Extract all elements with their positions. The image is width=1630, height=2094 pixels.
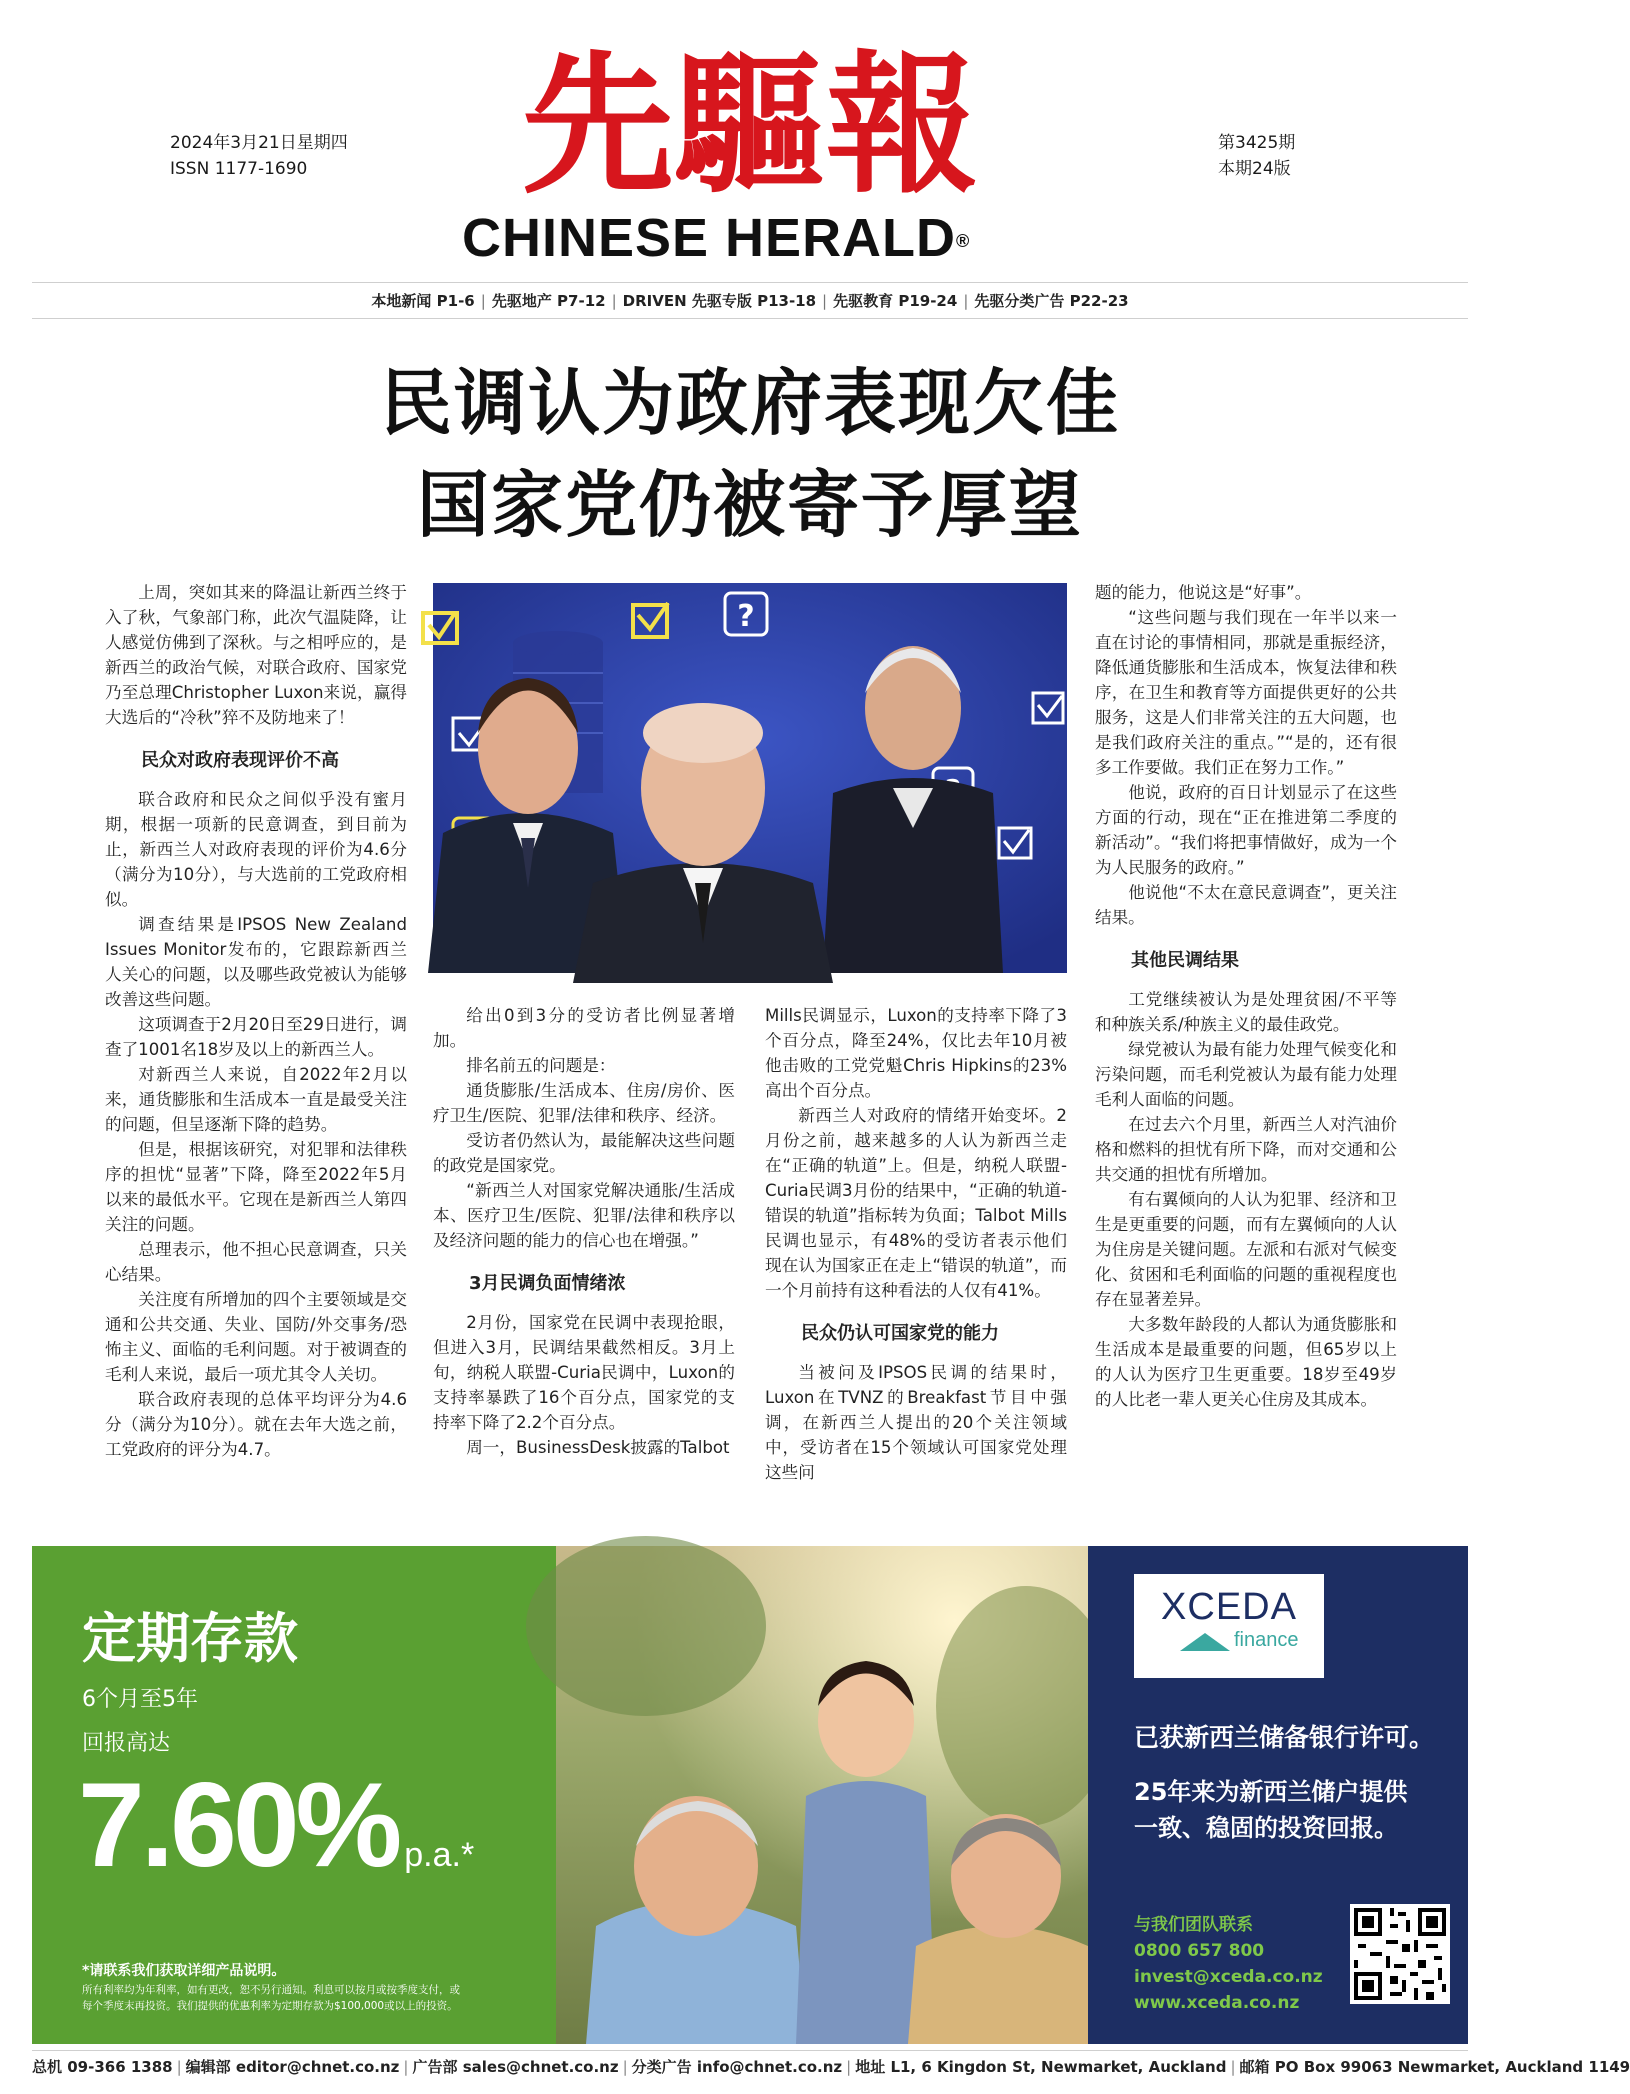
- separator: |: [846, 2058, 852, 2076]
- issn: ISSN 1177-1690: [170, 159, 308, 179]
- separator: |: [622, 2058, 628, 2076]
- politicians-illustration: [433, 583, 1067, 973]
- page-count: 本期24版: [1218, 159, 1291, 179]
- footer-item[interactable]: 广告部 sales@chnet.co.nz: [412, 2058, 619, 2076]
- subheading: 民众仍认可国家党的能力: [801, 1323, 999, 1344]
- paragraph: 在过去六个月里，新西兰人对汽油价格和燃料的担忧有所下降，而对交通和公共交通的担忧有所增加。: [1095, 1115, 1397, 1184]
- paragraph: 这项调查于2月20日至29日进行，调查了1001名18岁及以上的新西兰人。: [105, 1015, 407, 1059]
- paragraph: 上周，突如其来的降温让新西兰终于入了秋，气象部门称，此次气温陡降，让人感觉仿佛到了深秋。与之相呼应的，是新西兰的政治气候，对联合政府、国家党乃至总理Christopher Luxon来说，赢得大选后的“冷秋”猝不及防地来了！: [105, 583, 407, 727]
- footer-item[interactable]: 编辑部 editor@chnet.co.nz: [185, 2058, 400, 2076]
- qr-code[interactable]: [1350, 1904, 1450, 2004]
- section-link[interactable]: 先驱分类广告 P22-23: [974, 292, 1129, 310]
- paragraph: 关注度有所增加的四个主要领域是交通和公共交通、失业、国防/外交事务/恐怖主义、面临的毛利问题。对于被调查的毛利人来说，最后一项尤其令人关切。: [105, 1290, 407, 1384]
- paragraph: “新西兰人对国家党解决通胀/生活成本、医疗卫生/医院、犯罪/法律和秩序以及经济问题的能力的信心也在增强。”: [433, 1181, 735, 1250]
- ad-note-line: 所有利率均为年利率，如有更改，恕不另行通知。利息可以按月或按季度支付，或: [82, 1984, 460, 1996]
- paragraph: 新西兰人对政府的情绪开始变坏。2月份之前，越来越多的人认为新西兰走在“正确的轨道”上。但是，纳税人联盟-Curia民调3月份的结果中，“正确的轨道-错误的轨道”指标转为负面；Talbot Mills民调也显示，有48%的受访者表示他们现在认为国家正在走上“错误的轨道”，而一个月前持有这种看法的人仅有41%。: [765, 1106, 1067, 1300]
- separator: |: [403, 2058, 409, 2076]
- separator: |: [480, 292, 486, 310]
- masthead-logo-cn: 先驅報: [522, 35, 978, 214]
- masthead-logo: [455, 28, 1045, 214]
- ad-note-line: 每个季度末再投资。我们提供的优惠利率为定期存款为$100,000或以上的投资。: [82, 2000, 458, 2012]
- footer-item: 地址 L1, 6 Kingdon St, Newmarket, Auckland: [855, 2058, 1227, 2076]
- ad-contact-label: 与我们团队联系: [1134, 1915, 1253, 1935]
- section-index: [0, 290, 1500, 311]
- paragraph: 周一，BusinessDesk披露的Talbot: [466, 1438, 730, 1457]
- masthead-logo-en: [462, 207, 970, 269]
- divider: [32, 282, 1468, 283]
- headline-line-2: 国家党仍被寄予厚望: [416, 463, 1083, 547]
- paragraph: 联合政府和民众之间似乎没有蜜月期，根据一项新的民意调查，到目前为止，新西兰人对政府表现的评价为4.6分（满分为10分），与大选前的工党政府相似。: [105, 790, 407, 909]
- paragraph: 工党继续被认为是处理贫困/不平等和种族关系/种族主义的最佳政党。: [1095, 990, 1397, 1034]
- ad-rate-block: [78, 1756, 474, 1894]
- paragraph: 他说他“不太在意民意调查”，更关注结果。: [1095, 883, 1397, 927]
- ad-family-photo: [556, 1546, 1088, 2044]
- ad-xceda-panel: [1088, 1546, 1468, 2044]
- footer-item: 总机 09-366 1388: [32, 2058, 173, 2076]
- article-column-3: [765, 1003, 1067, 1485]
- ad-term-deposit-panel: [32, 1546, 556, 2044]
- masthead-issue-block: [1218, 130, 1295, 182]
- paragraph: 大多数年龄段的人都认为通货膨胀和生活成本是最重要的问题，但65岁以上的人认为医疗卫生更重要。18岁至49岁的人比老一辈人更关心住房及其成本。: [1095, 1315, 1397, 1409]
- ad-rate-unit: p.a.*: [404, 1836, 475, 1874]
- article-column-4: [1095, 580, 1397, 1412]
- footer-item: 邮箱 PO Box 99063 Newmarket, Auckland 1149: [1239, 2058, 1630, 2076]
- xceda-mark-icon: [1180, 1633, 1230, 1651]
- registered-mark: ®: [956, 231, 971, 252]
- qr-code-icon: [1350, 1904, 1450, 2004]
- paragraph: 有右翼倾向的人认为犯罪、经济和卫生是更重要的问题，而有左翼倾向的人认为住房是关键问题。左派和右派对气候变化、贫困和毛利面临的问题的重视程度也存在显著差异。: [1095, 1190, 1397, 1309]
- ad-title: 定期存款: [82, 1607, 298, 1670]
- paragraph: 排名前五的问题是：: [466, 1056, 616, 1075]
- paragraph: 但是，根据该研究，对犯罪和法律秩序的担忧“显著”下降，降至2022年5月以来的最低水平。它现在是新西兰人第四关注的问题。: [105, 1140, 407, 1234]
- section-link[interactable]: 先驱地产 P7-12: [491, 292, 606, 310]
- xceda-logo: [1134, 1574, 1324, 1678]
- paragraph: 对新西兰人来说，自2022年2月以来，通货膨胀和生活成本一直是最受关注的问题，但呈逐渐下降的趋势。: [105, 1065, 407, 1134]
- section-link[interactable]: 本地新闻 P1-6: [371, 292, 475, 310]
- ad-note: [82, 1982, 542, 2014]
- footer-contacts: [32, 2056, 1630, 2077]
- masthead-date-block: [170, 130, 348, 182]
- ad-return-label: 回报高达: [82, 1731, 171, 1756]
- issue-number: 第3425期: [1218, 133, 1296, 153]
- svg-text:?: ?: [737, 599, 755, 634]
- ad-license: 已获新西兰储备银行许可。: [1134, 1723, 1435, 1752]
- subheading: 其他民调结果: [1131, 950, 1239, 971]
- paragraph: 联合政府表现的总体平均评分为4.6分（满分为10分）。就在去年大选之前，工党政府的评分为4.7。: [105, 1390, 407, 1459]
- advertisement[interactable]: [32, 1546, 1468, 2044]
- ad-slogan-line: 一致、稳固的投资回报。: [1134, 1814, 1398, 1842]
- separator: |: [1230, 2058, 1236, 2076]
- article-photo: [433, 583, 1067, 973]
- ad-term: 6个月至5年: [82, 1687, 198, 1712]
- separator: |: [963, 292, 969, 310]
- ad-slogan-line: 25年来为新西兰储户提供: [1134, 1778, 1408, 1806]
- ad-rate: 7.60%: [78, 1758, 399, 1892]
- paragraph: 绿党被认为最有能力处理气候变化和污染问题，而毛利党被认为最有能力处理毛利人面临的问题。: [1095, 1040, 1397, 1109]
- footer-item[interactable]: 分类广告 info@chnet.co.nz: [631, 2058, 843, 2076]
- separator: |: [176, 2058, 182, 2076]
- paragraph: 当被问及IPSOS民调的结果时，Luxon在TVNZ的Breakfast节目中强调，在新西兰人提出的20个关注领域中，受访者在15个领域认可国家党处理这些问: [765, 1363, 1067, 1482]
- ad-contact: [1134, 1912, 1323, 2016]
- headline-line-1: 民调认为政府表现欠佳: [379, 361, 1120, 445]
- subheading: 3月民调负面情绪浓: [469, 1273, 626, 1294]
- subheading: 民众对政府表现评价不高: [141, 750, 339, 771]
- paragraph: 2月份，国家党在民调中表现抢眼，但进入3月，民调结果截然相反。3月上旬，纳税人联盟-Curia民调中，Luxon的支持率暴跌了16个百分点，国家党的支持率下降了2.2个百分点。: [433, 1313, 735, 1432]
- masthead-logo-en-text: CHINESE HERALD: [462, 208, 957, 268]
- family-illustration: [556, 1546, 1088, 2044]
- separator: |: [611, 292, 617, 310]
- article-column-1: [105, 580, 407, 1462]
- section-link[interactable]: DRIVEN 先驱专版 P13-18: [622, 292, 817, 310]
- ad-slogan: [1134, 1774, 1407, 1846]
- paragraph: 总理表示，他不担心民意调查，只关心结果。: [105, 1240, 407, 1284]
- paragraph: “这些问题与我们现在一年半以来一直在讨论的事情相同，那就是重振经济，降低通货膨胀和生活成本，恢复法律和秩序，在卫生和教育等方面提供更好的公共服务，这是人们非常关注的五大问题，也是我们政府关注的重点。”“是的，还有很多工作要做。我们正在努力工作。”: [1095, 608, 1397, 777]
- xceda-sub: finance: [1234, 1629, 1299, 1651]
- paragraph: 给出0到3分的受访者比例显著增加。: [433, 1006, 735, 1050]
- paragraph: 受访者仍然认为，最能解决这些问题的政党是国家党。: [433, 1131, 735, 1175]
- paragraph: 题的能力，他说这是“好事”。: [1095, 583, 1312, 602]
- section-link[interactable]: 先驱教育 P19-24: [833, 292, 958, 310]
- paragraph: 他说，政府的百日计划显示了在这些方面的行动，现在“正在推进第二季度的新活动”。“我们将把事情做好，成为一个为人民服务的政府。”: [1095, 783, 1397, 877]
- paragraph: 调查结果是IPSOS New Zealand Issues Monitor发布的，它跟踪新西兰人关心的问题，以及哪些政党被认为能够改善这些问题。: [105, 915, 407, 1009]
- divider: [32, 318, 1468, 319]
- issue-date: 2024年3月21日星期四: [170, 133, 348, 153]
- article-column-2: [433, 1003, 735, 1460]
- paragraph: Mills民调显示，Luxon的支持率下降了3个百分点，降至24%，仅比去年10月被他击败的工党党魁Chris Hipkins的23%高出个百分点。: [765, 1006, 1067, 1100]
- ad-phone[interactable]: 0800 657 800: [1134, 1941, 1265, 1961]
- divider: [32, 2050, 1468, 2051]
- ad-website[interactable]: www.xceda.co.nz: [1134, 1993, 1300, 2013]
- paragraph: 通货膨胀/生活成本、住房/房价、医疗卫生/医院、犯罪/法律和秩序、经济。: [433, 1081, 735, 1125]
- ad-note-bold: *请联系我们获取详细产品说明。: [82, 1963, 286, 1979]
- separator: |: [822, 292, 828, 310]
- ad-email[interactable]: invest@xceda.co.nz: [1134, 1967, 1323, 1987]
- xceda-brand: XCEDA: [1161, 1586, 1297, 1628]
